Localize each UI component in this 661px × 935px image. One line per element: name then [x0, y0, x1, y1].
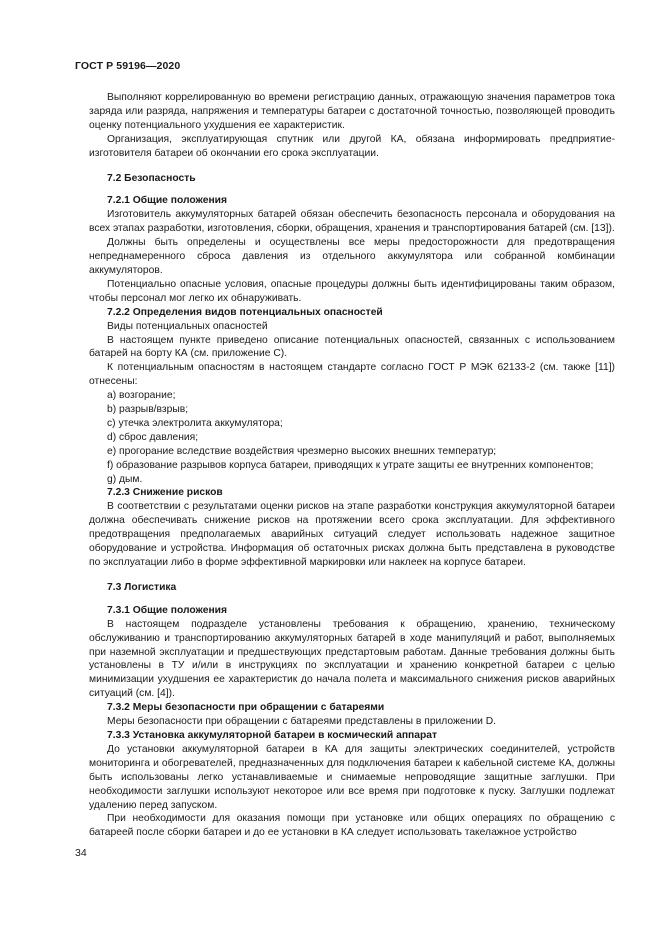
- paragraph: Организация, эксплуатирующая спутник или другой КА, обязана информировать предприятие-изготовителя батареи об окончании его срока эксплуатации.: [89, 133, 615, 159]
- paragraph: Виды потенциальных опасностей: [107, 320, 268, 332]
- paragraph: В соответствии с результатами оценки рисков на этапе разработки конструкция аккумуляторной батареи должна обеспечивать снижение рисков на протяжении всего срока эксплуатации. Для эффективного предотвращения предполагаемых аварийных ситуаций следует использовать надежное защитное оборудование и устройства. Информация об остаточных рисках должна быть представлена в руководстве по эксплуатации либо в форме эффективной маркировки или наклеек на корпусе батареи.: [89, 501, 615, 568]
- paragraph: Изготовитель аккумуляторных батарей обязан обеспечить безопасность персонала и оборудования на всех этапах разработки, изготовления, сборки, обращения, хранения и транспортирования батарей (см. [13]).: [89, 209, 615, 235]
- subsection-heading-7-2-2: 7.2.2 Определения видов потенциальных опасностей: [107, 306, 383, 318]
- subsection-heading-7-3-1: 7.3.1 Общие положения: [107, 604, 227, 616]
- section-heading-7-3: 7.3 Логистика: [107, 581, 177, 593]
- paragraph: До установки аккумуляторной батареи в КА для защиты электрических соединителей, устройств мониторинга и обогревателей, предназначенных для подключения батареи к кабельной системе КА, должны быть использованы легко устанавливаемые и снимаемые непроводящие защитные заглушки. При необходимости заглушки используют некоторое или все время при подготовке к пуску. Заглушки подлежат удалению перед запуском.: [89, 743, 615, 811]
- paragraph: В настоящем подразделе установлены требования к обращению, хранению, техническому обслуживанию и транспортированию аккумуляторных батарей в ходе манипуляций и работ, выполняемых при наземной эксплуатации и предшествующих предстартовым работам. Данные требования должны быть установлены в ТУ и/или в инструкциях по эксплуатации и хранению конкретной батареи с целью минимизации ухудшения ее характеристик до начала полета и максимального снижения рисков аварийных ситуаций (см. [4]).: [89, 618, 615, 700]
- subsection-heading-7-3-3: 7.3.3 Установка аккумуляторной батареи в космический аппарат: [107, 729, 438, 741]
- subsection-heading-7-2-1: 7.2.1 Общие положения: [107, 195, 227, 207]
- list-item: b) разрыв/взрыв;: [107, 404, 189, 416]
- paragraph: При необходимости для оказания помощи при установке или общих операциях по обращению с батареей после сборки батареи и до ее установки в КА следует использовать такелажное устройство: [89, 813, 615, 839]
- subsection-heading-7-3-2: 7.3.2 Меры безопасности при обращении с батареями: [107, 702, 385, 714]
- subsection-heading-7-2-3: 7.2.3 Снижение рисков: [107, 487, 223, 499]
- document-header: ГОСТ Р 59196—2020: [75, 60, 181, 72]
- paragraph: В настоящем пункте приведено описание потенциальных опасностей, связанных с использованием батарей на борту КА (см. приложение С).: [89, 334, 615, 360]
- list-item: c) утечка электролита аккумулятора;: [107, 417, 283, 429]
- list-item: d) сброс давления;: [107, 431, 199, 443]
- list-item: e) прогорание вследствие воздействия чрезмерно высоких внешних температур;: [107, 445, 497, 457]
- paragraph: Потенциально опасные условия, опасные процедуры должны быть идентифицированы таким образом, чтобы персонал мог легко их обнаруживать.: [89, 278, 615, 304]
- document-body: [89, 91, 615, 840]
- paragraph: Меры безопасности при обращении с батареями представлены в приложении D.: [107, 716, 496, 728]
- list-item: a) возгорание;: [107, 390, 176, 402]
- list-item: g) дым.: [107, 473, 143, 485]
- paragraph: К потенциальным опасностям в настоящем стандарте согласно ГОСТ Р МЭК 62133-2 (см. также [11]) отнесены:: [89, 362, 615, 388]
- list-item: f) образование разрывов корпуса батареи, приводящих к утрате защиты ее внутренних компонентов;: [107, 459, 594, 471]
- paragraph: Выполняют коррелированную во времени регистрацию данных, отражающую значения параметров тока заряда или разряда, напряжения и температуры батареи с достаточной точностью, позволяющей проводить оценку потенциального ухудшения ее характеристик.: [89, 92, 615, 131]
- page-number: 34: [75, 847, 87, 859]
- section-heading-7-2: 7.2 Безопасность: [107, 172, 196, 184]
- paragraph: Должны быть определены и осуществлены все меры предосторожности для предотвращения непреднамеренного сброса давления из отдельного аккумулятора или собранной комбинации аккумуляторов.: [89, 237, 615, 276]
